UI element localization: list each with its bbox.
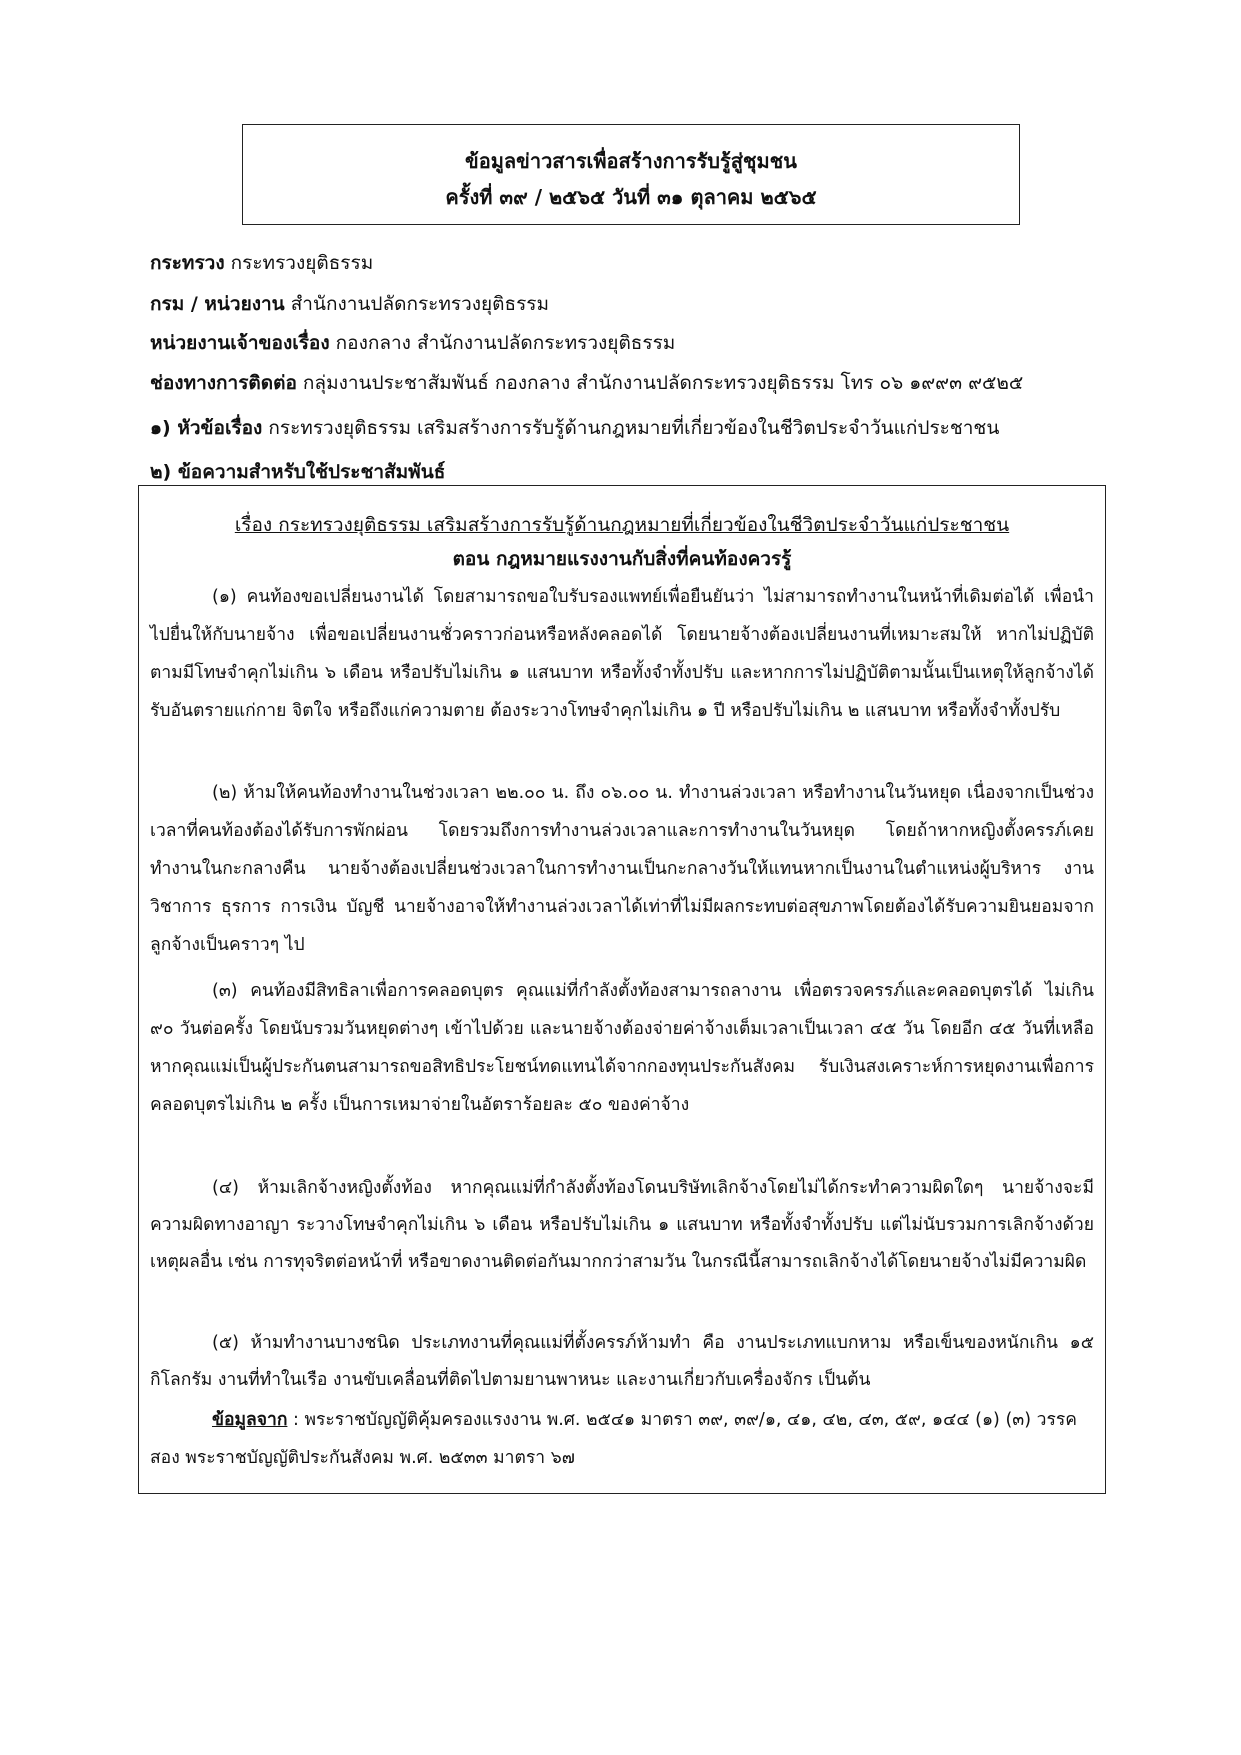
document-header-box	[242, 124, 1020, 225]
paragraph-4: (๔) ห้ามเลิกจ้างหญิงตั้งท้อง หากคุณแม่ที่กำลังตั้งท้องโดนบริษัทเลิกจ้างโดยไม่ได้กระทำความผิดใดๆ นายจ้างจะมีความผิดทางอาญา ระวางโทษจำคุกไม่เกิน ๖ เดือน หรือปรับไม่เกิน ๑ แสนบาท หรือทั้งจำทั้งปรับ แต่ไม่นับรวมการเลิกจ้างด้วยเหตุผลอื่น เช่น การทุจริตต่อหน้าที่ หรือขาดงานติดต่อกันมากกว่าสามวัน ในกรณีนี้สามารถเลิกจ้างได้โดยนายจ้างไม่มีความผิด	[150, 1178, 1094, 1272]
source-value: : พระราชบัญญัติคุ้มครองแรงงาน พ.ศ. ๒๕๔๑ มาตรา ๓๙, ๓๙/๑, ๔๑, ๔๒, ๔๓, ๕๙, ๑๔๔ (๑) (๓) วรรคสอง พระราชบัญญัติประกันสังคม พ.ศ. ๒๕๓๓ มาตรา ๖๗	[150, 1410, 1077, 1468]
paragraph-3: (๓) คนท้องมีสิทธิลาเพื่อการคลอดบุตร คุณแม่ที่กำลังตั้งท้องสามารถลางาน เพื่อตรวจครรภ์และคลอดบุตรได้ ไม่เกิน ๙๐ วันต่อครั้ง โดยนับรวมวันหยุดต่างๆ เข้าไปด้วย และนายจ้างต้องจ่ายค่าจ้างเต็มเวลาเป็นเวลา ๔๕ วัน โดยอีก ๔๕ วันที่เหลือ หากคุณแม่เป็นผู้ประกันตนสามารถขอสิทธิประโยชน์ทดแทนได้จากกองทุนประกันสังคม รับเงินสงเคราะห์การหยุดงานเพื่อการคลอดบุตรไม่เกิน ๒ ครั้ง เป็นการเหมาจ่ายในอัตราร้อยละ ๕๐ ของค่าจ้าง	[150, 981, 1094, 1115]
ministry-label: กระทรวง	[150, 252, 225, 274]
section-topic-label: ๑) หัวข้อเรื่อง	[150, 417, 263, 439]
contact-value: กลุ่มงานประชาสัมพันธ์ กองกลาง สำนักงานปลัดกระทรวงยุติธรรม โทร ๐๖ ๑๙๙๓ ๙๕๒๕	[302, 372, 1024, 394]
story-title-text: เรื่อง กระทรวงยุติธรรม เสริมสร้างการรับรู้ด้านกฎหมายที่เกี่ยวข้องในชีวิตประจำวันแก่ประชาชน	[234, 514, 1010, 536]
department-label: กรม / หน่วยงาน	[150, 293, 285, 315]
header-title: ข้อมูลข่าวสารเพื่อสร้างการรับรู้สู่ชุมชน	[465, 149, 797, 173]
owner-value: กองกลาง สำนักงานปลัดกระทรวงยุติธรรม	[335, 332, 676, 354]
paragraph-2: (๒) ห้ามให้คนท้องทำงานในช่วงเวลา ๒๒.๐๐ น. ถึง ๐๖.๐๐ น. ทำงานล่วงเวลา หรือทำงานในวันหยุด เนื่องจากเป็นช่วงเวลาที่คนท้องต้องได้รับการพักผ่อน โดยรวมถึงการทำงานล่วงเวลาและการทำงานในวันหยุด โดยถ้าหากหญิงตั้งครรภ์เคยทำงานในกะกลางคืน นายจ้างต้องเปลี่ยนช่วงเวลาในการทำงานเป็นกะกลางวันให้แทนหากเป็นงานในตำแหน่งผู้บริหาร งานวิชาการ ธุรการ การเงิน บัญชี นายจ้างอาจให้ทำงานล่วงเวลาได้เท่าที่ไม่มีผลกระทบต่อสุขภาพโดยต้องได้รับความยินยอมจากลูกจ้างเป็นคราวๆ ไป	[150, 783, 1094, 955]
source-label: ข้อมูลจาก	[212, 1410, 288, 1430]
section-topic-value: กระทรวงยุติธรรม เสริมสร้างการรับรู้ด้านกฎหมายที่เกี่ยวข้องในชีวิตประจำวันแก่ประชาชน	[268, 417, 1000, 439]
meta-department	[150, 289, 549, 319]
ministry-value: กระทรวงยุติธรรม	[230, 252, 374, 274]
header-issue-date: ครั้งที่ ๓๙ / ๒๕๖๕ วันที่ ๓๑ ตุลาคม ๒๕๖๕	[445, 185, 817, 209]
paragraph-1: (๑) คนท้องขอเปลี่ยนงานได้ โดยสามารถขอใบรับรองแพทย์เพื่อยืนยันว่า ไม่สามารถทำงานในหน้าที่เดิมต่อได้ เพื่อนำไปยื่นให้กับนายจ้าง เพื่อขอเปลี่ยนงานชั่วคราวก่อนหรือหลังคลอดได้ โดยนายจ้างต้องเปลี่ยนงานที่เหมาะสมให้ หากไม่ปฏิบัติตามมีโทษจำคุกไม่เกิน ๖ เดือน หรือปรับไม่เกิน ๑ แสนบาท หรือทั้งจำทั้งปรับ และหากการไม่ปฏิบัติตามนั้นเป็นเหตุให้ลูกจ้างได้รับอันตรายแก่กาย จิตใจ หรือถึงแก่ความตาย ต้องระวางโทษจำคุกไม่เกิน ๑ ปี หรือปรับไม่เกิน ๒ แสนบาท หรือทั้งจำทั้งปรับ	[150, 587, 1094, 721]
source-citation	[150, 1401, 1094, 1477]
section-pr-label: ๒) ข้อความสำหรับใช้ประชาสัมพันธ์	[150, 461, 446, 483]
meta-ministry	[150, 248, 373, 278]
story-title	[139, 510, 1105, 540]
meta-owner	[150, 328, 675, 358]
owner-label: หน่วยงานเจ้าของเรื่อง	[150, 332, 330, 354]
section-pr-text	[150, 457, 445, 487]
section-topic	[150, 413, 999, 443]
contact-label: ช่องทางการติดต่อ	[150, 372, 297, 394]
pr-content-box	[138, 485, 1106, 1494]
meta-contact	[150, 368, 1023, 398]
story-subtitle: ตอน กฎหมายแรงงานกับสิ่งที่คนท้องควรรู้	[452, 548, 792, 570]
paragraph-5: (๕) ห้ามทำงานบางชนิด ประเภทงานที่คุณแม่ที่ตั้งครรภ์ห้ามทำ คือ งานประเภทแบกหาม หรือเข็นของหนักเกิน ๑๕ กิโลกรัม งานที่ทำในเรือ งานขับเคลื่อนที่ติดไปตามยานพาหนะ และงานเกี่ยวกับเครื่องจักร เป็นต้น	[150, 1333, 1094, 1390]
department-value: สำนักงานปลัดกระทรวงยุติธรรม	[290, 293, 550, 315]
